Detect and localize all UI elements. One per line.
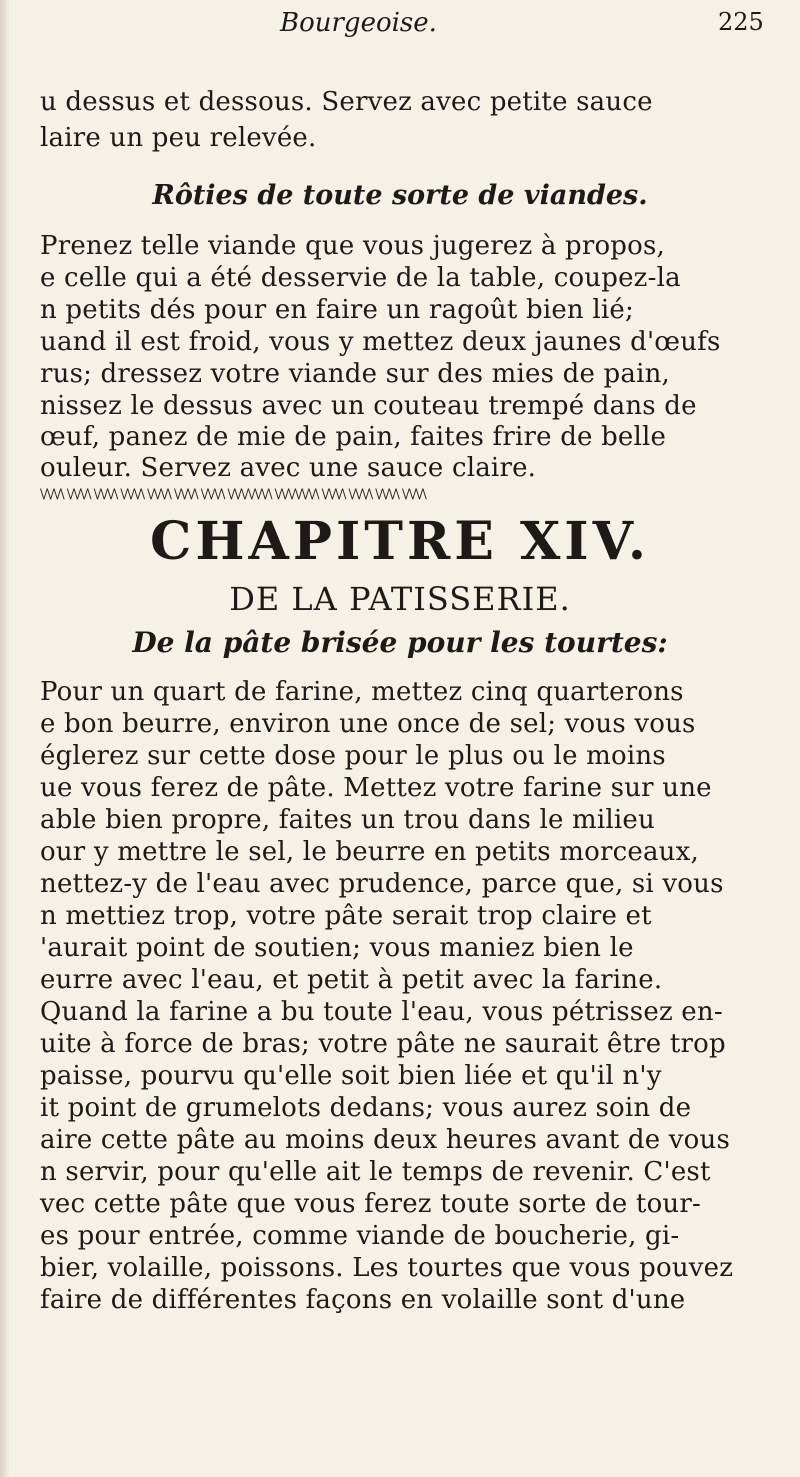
page-gutter-shadow bbox=[0, 0, 10, 1477]
text-line: rus; dressez votre viande sur des mies de pain, bbox=[40, 359, 670, 389]
text-line: es pour entrée, comme viande de boucherie, gi- bbox=[40, 1221, 680, 1251]
text-line: uite à force de bras; votre pâte ne saurait être trop bbox=[40, 1029, 726, 1059]
text-line: our y mettre le sel, le beurre en petits morceaux, bbox=[40, 837, 699, 867]
text-line: eurre avec l'eau, et petit à petit avec la farine. bbox=[40, 965, 663, 995]
text-line: e bon beurre, environ une once de sel; vous vous bbox=[40, 709, 696, 739]
text-line: u dessus et dessous. Servez avec petite sauce bbox=[40, 87, 653, 117]
text-line: faire de différentes façons en volaille sont d'une bbox=[40, 1285, 686, 1315]
text-line: Pour un quart de farine, mettez cinq quarterons bbox=[40, 677, 684, 707]
text-line: n petits dés pour en faire un ragoût bien lié; bbox=[40, 295, 634, 325]
text-line: ue vous ferez de pâte. Mettez votre farine sur une bbox=[40, 773, 712, 803]
text-line: n servir, pour qu'elle ait le temps de revenir. C'est bbox=[40, 1157, 711, 1187]
text-line: paisse, pourvu qu'elle soit bien liée et qu'il n'y bbox=[40, 1061, 662, 1091]
text-line: nettez-y de l'eau avec prudence, parce que, si vous bbox=[40, 869, 724, 899]
text-line: 'aurait point de soutien; vous maniez bien le bbox=[40, 933, 634, 963]
text-line: vec cette pâte que vous ferez toute sorte de tour- bbox=[40, 1189, 701, 1219]
text-line: n mettiez trop, votre pâte serait trop claire et bbox=[40, 901, 652, 931]
decorative-rule: \/\/\/\ \/\/\/\ \/\/\/\ \/\/\/\ \/\/\/\ \/\/\/\ \/\/\/\ \/\/\/\/\/\/\ \/\/\/\/\/\/\ \/\/\/\ \/\/\/\ \/\/\/\ \/\/\/\ bbox=[40, 488, 426, 502]
chapter-title: CHAPITRE XIV. bbox=[150, 511, 650, 572]
text-line: œuf, panez de mie de pain, faites frire de belle bbox=[40, 422, 667, 452]
text-line: laire un peu relevée. bbox=[40, 123, 317, 153]
text-line: Prenez telle viande que vous jugerez à propos, bbox=[40, 231, 666, 261]
chapter-subtitle: DE LA PATISSERIE. bbox=[229, 580, 571, 618]
text-line: ouleur. Servez avec une sauce claire. bbox=[40, 453, 537, 483]
recipe-title: De la pâte brisée pour les tourtes: bbox=[132, 626, 668, 659]
text-line: it point de grumelots dedans; vous aurez soin de bbox=[40, 1093, 692, 1123]
text-line: Quand la farine a bu toute l'eau, vous pétrissez en- bbox=[40, 997, 723, 1027]
text-line: bier, volaille, poissons. Les tourtes que vous pouvez bbox=[40, 1253, 734, 1283]
text-line: uand il est froid, vous y mettez deux jaunes d'œufs bbox=[40, 327, 721, 357]
page-number: 225 bbox=[718, 8, 764, 36]
section-title: Rôties de toute sorte de viandes. bbox=[152, 180, 648, 211]
text-line: aire cette pâte au moins deux heures avant de vous bbox=[40, 1125, 730, 1155]
text-line: able bien propre, faites un trou dans le milieu bbox=[40, 805, 655, 835]
text-line: e celle qui a été desservie de la table, coupez-la bbox=[40, 263, 681, 293]
running-head: Bourgeoise. bbox=[280, 8, 437, 38]
text-line: nissez le dessus avec un couteau trempé dans de bbox=[40, 391, 697, 421]
text-line: églerez sur cette dose pour le plus ou le moins bbox=[40, 741, 666, 771]
